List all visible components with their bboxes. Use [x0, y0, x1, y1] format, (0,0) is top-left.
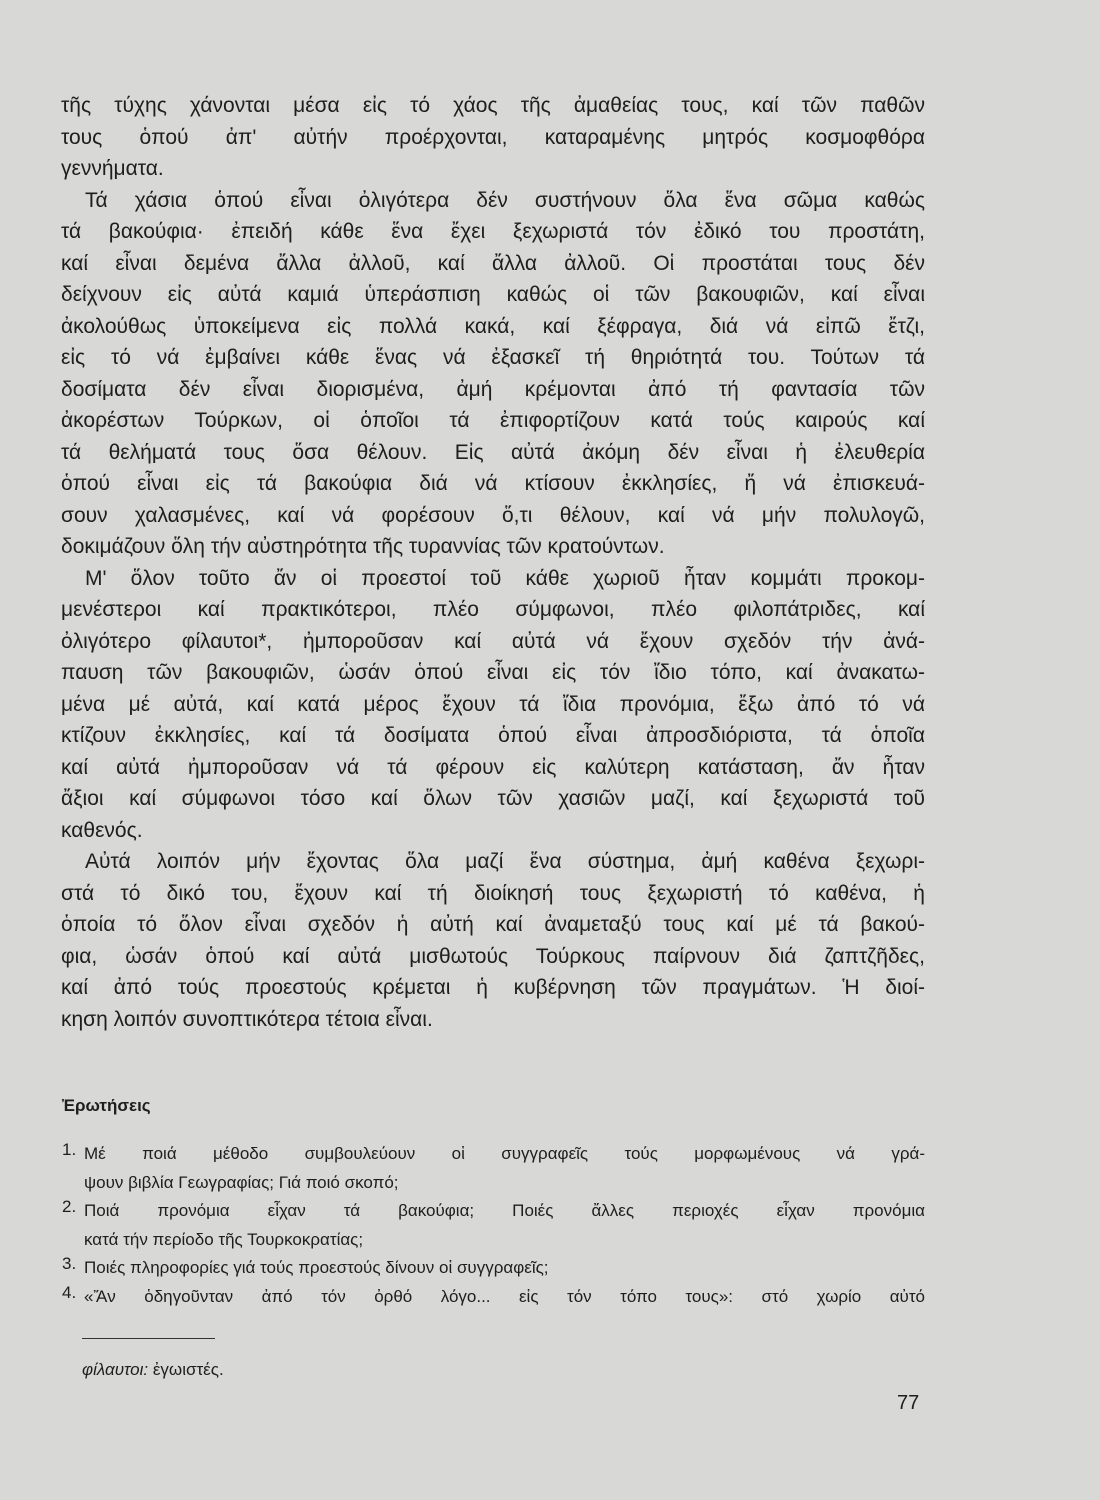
text-line: ἀκολούθως ὑποκείμενα εἰς πολλά κακά, καί ξέφραγα, διά νά εἰπῶ ἔτζι, — [61, 314, 925, 338]
text-line: δείχνουν εἰς αὐτά καμιά ὑπεράσπιση καθώς οἱ τῶν βακουφιῶν, καί εἶναι — [61, 283, 925, 306]
text-line: σουν χαλασμένες, καί νά φορέσουν ὅ,τι θέλουν, καί νά μήν πολυλογῶ, — [61, 503, 925, 527]
text-line: τῆς τύχης χάνονται μέσα εἰς τό χάος τῆς ἀμαθείας τους, καί τῶν παθῶν — [61, 94, 925, 117]
text-line: Αὐτά λοιπόν μήν ἔχοντας ὅλα μαζί ἕνα σύστημα, ἀμή καθένα ξεχωρι- — [85, 850, 925, 873]
text-line: στά τό δικό του, ἔχουν καί τή διοίκησή τους ξεχωριστή τό καθένα, ἡ — [61, 881, 925, 905]
text-line: παυση τῶν βακουφιῶν, ὡσάν ὁπού εἶναι εἰς τόν ἴδιο τόπο, καί ἀνακατω- — [61, 661, 925, 684]
question-number: 3. — [62, 1254, 77, 1273]
footnote-definition: ἐγωιστές. — [152, 1360, 224, 1379]
text-line: μένα μέ αὐτά, καί κατά μέρος ἔχουν τά ἴδια προνόμια, ἔξω ἀπό τό νά — [61, 692, 925, 716]
text-line: φια, ὡσάν ὁπού καί αὐτά μισθωτούς Τούρκους παίρνουν διά ζαπτζῆδες, — [61, 944, 925, 968]
question-number: 1. — [62, 1140, 77, 1159]
question-text: Ποιές πληροφορίες γιά τούς προεστούς δίνουν οἱ συγγραφεῖς; — [84, 1258, 549, 1277]
text-line: μενέστεροι καί πρακτικότεροι, πλέο σύμφωνοι, πλέο φιλοπάτριδες, καί — [61, 598, 925, 621]
footnote-divider — [82, 1338, 215, 1339]
text-line: καί εἶναι δεμένα ἄλλα ἀλλοῦ, καί ἄλλα ἀλλοῦ. Οἱ προστάται τους δέν — [61, 251, 925, 275]
text-line: τά θελήματά τους ὅσα θέλουν. Εἰς αὐτά ἀκόμη δέν εἶναι ἡ ἐλευθερία — [61, 440, 925, 464]
paragraph — [61, 846, 925, 1035]
text-line: καί αὐτά ἠμποροῦσαν νά τά φέρουν εἰς καλύτερη κατάσταση, ἄν ἦταν — [61, 755, 925, 779]
questions-list — [62, 1140, 925, 1311]
paragraph — [61, 185, 925, 563]
question-item — [62, 1197, 925, 1254]
question-text: «Ἄν ὁδηγοῦνταν ἀπό τόν ὀρθό λόγο... εἰς τόν τόπο τους»: στό χωρίο αὐτό — [84, 1286, 925, 1306]
text-line: εἰς τό νά ἐμβαίνει κάθε ἕνας νά ἐξασκεῖ τή θηριότητά του. Τούτων τά — [61, 346, 925, 369]
question-item — [62, 1254, 925, 1283]
text-line: ὁπού εἶναι εἰς τά βακούφια διά νά κτίσουν ἐκκλησίες, ἤ νά ἐπισκευά- — [61, 472, 925, 495]
text-line: κηση λοιπόν συνοπτικότερα τέτοια εἶναι. — [61, 1007, 433, 1031]
text-line: ὁποία τό ὅλον εἶναι σχεδόν ἡ αὐτή καί ἀναμεταξύ τους καί μέ τά βακού- — [61, 913, 925, 936]
text-line: καί ἀπό τούς προεστούς κρέμεται ἡ κυβέρνηση τῶν πραγμάτων. Ἡ διοί- — [61, 976, 925, 999]
text-line: κτίζουν ἐκκλησίες, καί τά δοσίματα ὁπού εἶναι ἀπροσδιόριστα, τά ὁποῖα — [61, 724, 925, 747]
text-line: καθενός. — [61, 818, 143, 842]
text-line: δοσίματα δέν εἶναι διορισμένα, ἀμή κρέμονται ἀπό τή φαντασία τῶν — [61, 377, 925, 401]
paragraph — [61, 563, 925, 847]
question-number: 2. — [62, 1197, 77, 1216]
question-text: Μέ ποιά μέθοδο συμβουλεύουν οἱ συγγραφεῖς τούς μορφωμένους νά γρά- — [84, 1144, 925, 1163]
text-line: Τά χάσια ὁπού εἶναι ὀλιγότερα δέν συστήνουν ὅλα ἕνα σῶμα καθώς — [85, 188, 925, 212]
footnote — [82, 1360, 224, 1380]
question-item — [62, 1140, 925, 1197]
questions-heading: Ἐρωτήσεις — [62, 1096, 151, 1115]
question-item — [62, 1283, 925, 1312]
question-text: κατά τήν περίοδο τῆς Τουρκοκρατίας; — [84, 1229, 364, 1249]
question-text: ψουν βιβλία Γεωγραφίας; Γιά ποιό σκοπό; — [84, 1172, 399, 1192]
text-line: τους ὁπού ἀπ' αὐτήν προέρχονται, καταραμένης μητρός κοσμοφθόρα — [61, 125, 925, 149]
text-line: ἄξιοι καί σύμφωνοι τόσο καί ὅλων τῶν χασιῶν μαζί, καί ξεχωριστά τοῦ — [61, 787, 925, 810]
body-text — [61, 90, 925, 1035]
page-number: 77 — [897, 1392, 920, 1414]
question-text: Ποιά προνόμια εἶχαν τά βακούφια; Ποιές ἄλλες περιοχές εἶχαν προνόμια — [84, 1201, 925, 1220]
text-line: γεννήματα. — [61, 157, 164, 180]
footnote-term: φίλαυτοι: — [82, 1360, 149, 1379]
text-line: τά βακούφια· ἐπειδή κάθε ἕνα ἔχει ξεχωριστά τόν ἐδικό του προστάτη, — [61, 220, 925, 243]
text-line: Μ' ὅλον τοῦτο ἄν οἱ προεστοί τοῦ κάθε χωριοῦ ἦταν κομμάτι προκομ- — [85, 566, 925, 590]
text-line: ἀκορέστων Τούρκων, οἱ ὁποῖοι τά ἐπιφορτίζουν κατά τούς καιρούς καί — [61, 409, 925, 432]
text-line: ὀλιγότερο φίλαυτοι*, ἠμποροῦσαν καί αὐτά νά ἔχουν σχεδόν τήν ἀνά- — [61, 629, 925, 653]
text-line: δοκιμάζουν ὅλη τήν αὐστηρότητα τῆς τυραννίας τῶν κρατούντων. — [61, 535, 665, 558]
paragraph — [61, 90, 925, 185]
question-number: 4. — [62, 1282, 77, 1302]
